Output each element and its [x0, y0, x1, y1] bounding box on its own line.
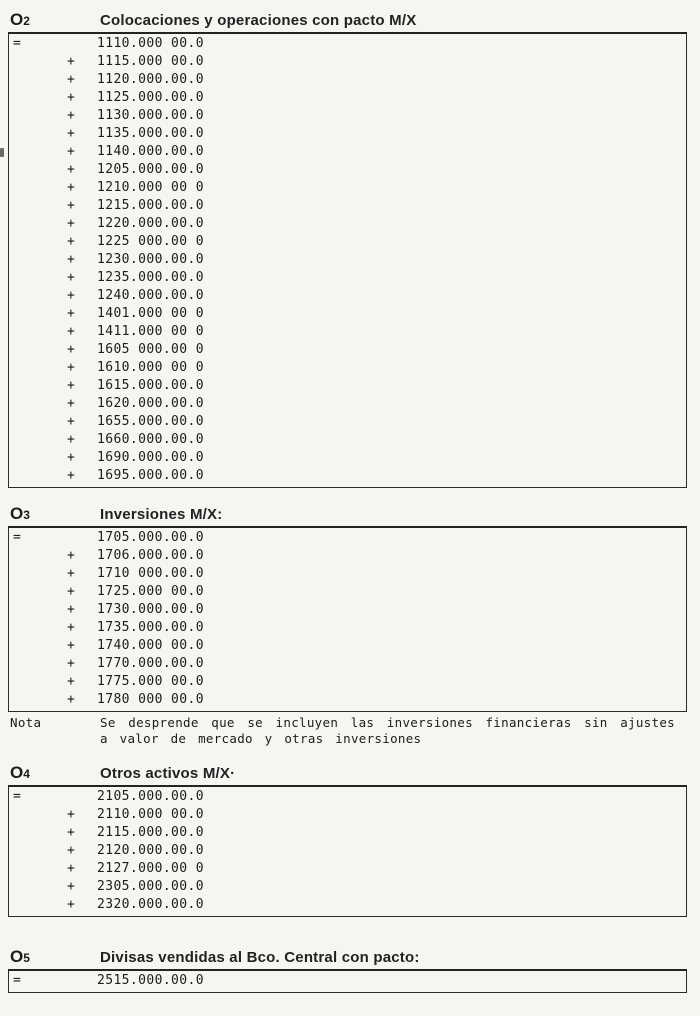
plus-operator: +: [67, 306, 76, 321]
plus-operator: +: [67, 861, 76, 876]
formula-row: [9, 788, 686, 806]
formula-row: [9, 413, 686, 431]
section-title: Divisas vendidas al Bco. Central con pacto:: [100, 949, 420, 966]
section-label: O3: [10, 504, 30, 523]
plus-operator: +: [67, 288, 76, 303]
account-code: 2305.000.00.0: [97, 879, 204, 894]
account-code: 1655.000.00.0: [97, 414, 204, 429]
account-code: 1401.000 00 0: [97, 306, 204, 321]
formula-row: [9, 89, 686, 107]
plus-operator: +: [67, 270, 76, 285]
plus-operator: +: [67, 414, 76, 429]
account-code: 1240.000.00.0: [97, 288, 204, 303]
plus-operator: +: [67, 620, 76, 635]
formula-row: [9, 673, 686, 691]
note-text: Se desprende que se incluyen las inversiones financieras sin ajustes a valor de mercado y otras inversiones: [100, 715, 675, 746]
account-code: 1215.000.00.0: [97, 198, 204, 213]
section-title: Colocaciones y operaciones con pacto M/X: [100, 12, 417, 29]
plus-operator: +: [67, 126, 76, 141]
account-code: 1615.000.00.0: [97, 378, 204, 393]
formula-row: [9, 197, 686, 215]
section-o4: [8, 763, 687, 917]
sections-container: [8, 10, 687, 993]
account-code: 1110.000 00.0: [97, 36, 204, 51]
section-note: [8, 715, 687, 747]
account-code: 1140.000.00.0: [97, 144, 204, 159]
formula-row: [9, 233, 686, 251]
account-code: 1125.000.00.0: [97, 90, 204, 105]
formula-row: [9, 601, 686, 619]
formula-row: [9, 878, 686, 896]
formula-box: [8, 787, 687, 917]
plus-operator: +: [67, 602, 76, 617]
note-label: Nota: [10, 715, 42, 730]
section-label: O4: [10, 763, 30, 782]
account-code: 1230.000.00.0: [97, 252, 204, 267]
section-label: O5: [10, 947, 30, 966]
plus-operator: +: [67, 180, 76, 195]
formula-row: [9, 341, 686, 359]
plus-operator: +: [67, 144, 76, 159]
equals-operator: =: [13, 530, 22, 545]
account-code: 1740.000 00.0: [97, 638, 204, 653]
section-header: [8, 504, 687, 528]
formula-row: [9, 467, 686, 485]
formula-row: [9, 449, 686, 467]
formula-row: [9, 35, 686, 53]
formula-row: [9, 215, 686, 233]
account-code: 2120.000.00.0: [97, 843, 204, 858]
section-label: O2: [10, 10, 30, 29]
formula-row: [9, 972, 686, 990]
formula-row: [9, 269, 686, 287]
plus-operator: +: [67, 72, 76, 87]
formula-row: [9, 565, 686, 583]
formula-row: [9, 842, 686, 860]
plus-operator: +: [67, 360, 76, 375]
account-code: 1775.000 00.0: [97, 674, 204, 689]
account-code: 2320.000.00.0: [97, 897, 204, 912]
equals-operator: =: [13, 36, 22, 51]
section-header: [8, 10, 687, 34]
account-code: 1620.000.00.0: [97, 396, 204, 411]
formula-box: [8, 528, 687, 712]
formula-row: [9, 125, 686, 143]
plus-operator: +: [67, 252, 76, 267]
account-code: 2105.000.00.0: [97, 789, 204, 804]
equals-operator: =: [13, 789, 22, 804]
scan-artifact: [0, 148, 4, 157]
formula-row: [9, 691, 686, 709]
formula-row: [9, 806, 686, 824]
formula-row: [9, 860, 686, 878]
plus-operator: +: [67, 396, 76, 411]
formula-row: [9, 359, 686, 377]
section-header: [8, 763, 687, 787]
plus-operator: +: [67, 108, 76, 123]
plus-operator: +: [67, 198, 76, 213]
account-code: 1130.000.00.0: [97, 108, 204, 123]
account-code: 1706.000.00.0: [97, 548, 204, 563]
formula-box: [8, 34, 687, 488]
formula-row: [9, 71, 686, 89]
plus-operator: +: [67, 90, 76, 105]
account-code: 1225 000.00 0: [97, 234, 204, 249]
section-header: [8, 947, 687, 971]
plus-operator: +: [67, 674, 76, 689]
account-code: 1690.000.00.0: [97, 450, 204, 465]
plus-operator: +: [67, 825, 76, 840]
account-code: 1220.000.00.0: [97, 216, 204, 231]
plus-operator: +: [67, 162, 76, 177]
formula-row: [9, 655, 686, 673]
formula-row: [9, 179, 686, 197]
plus-operator: +: [67, 378, 76, 393]
formula-row: [9, 583, 686, 601]
plus-operator: +: [67, 692, 76, 707]
account-code: 1120.000.00.0: [97, 72, 204, 87]
formula-row: [9, 53, 686, 71]
formula-row: [9, 161, 686, 179]
account-code: 2115.000.00.0: [97, 825, 204, 840]
equals-operator: =: [13, 973, 22, 988]
section-o3: [8, 504, 687, 747]
formula-row: [9, 395, 686, 413]
formula-row: [9, 824, 686, 842]
account-code: 1205.000.00.0: [97, 162, 204, 177]
plus-operator: +: [67, 342, 76, 357]
account-code: 1660.000.00.0: [97, 432, 204, 447]
formula-box: [8, 971, 687, 993]
account-code: 2127.000.00 0: [97, 861, 204, 876]
formula-row: [9, 251, 686, 269]
section-title: Inversiones M/X:: [100, 506, 223, 523]
formula-row: [9, 323, 686, 341]
plus-operator: +: [67, 566, 76, 581]
account-code: 1710 000.00.0: [97, 566, 204, 581]
plus-operator: +: [67, 468, 76, 483]
plus-operator: +: [67, 216, 76, 231]
account-code: 1210.000 00 0: [97, 180, 204, 195]
account-code: 1735.000.00.0: [97, 620, 204, 635]
plus-operator: +: [67, 843, 76, 858]
plus-operator: +: [67, 638, 76, 653]
account-code: 1605 000.00 0: [97, 342, 204, 357]
account-code: 1695.000.00.0: [97, 468, 204, 483]
plus-operator: +: [67, 450, 76, 465]
section-o2: [8, 10, 687, 488]
plus-operator: +: [67, 54, 76, 69]
plus-operator: +: [67, 584, 76, 599]
formula-row: [9, 431, 686, 449]
formula-row: [9, 637, 686, 655]
plus-operator: +: [67, 656, 76, 671]
formula-row: [9, 619, 686, 637]
plus-operator: +: [67, 234, 76, 249]
formula-row: [9, 547, 686, 565]
account-code: 1135.000.00.0: [97, 126, 204, 141]
account-code: 1235.000.00.0: [97, 270, 204, 285]
plus-operator: +: [67, 897, 76, 912]
account-code: 2110.000 00.0: [97, 807, 204, 822]
formula-row: [9, 287, 686, 305]
plus-operator: +: [67, 432, 76, 447]
plus-operator: +: [67, 548, 76, 563]
account-code: 1730.000.00.0: [97, 602, 204, 617]
formula-row: [9, 107, 686, 125]
formula-row: [9, 377, 686, 395]
formula-row: [9, 143, 686, 161]
account-code: 1725.000 00.0: [97, 584, 204, 599]
account-code: 2515.000.00.0: [97, 973, 204, 988]
plus-operator: +: [67, 807, 76, 822]
account-code: 1780 000 00.0: [97, 692, 204, 707]
formula-row: [9, 529, 686, 547]
formula-row: [9, 305, 686, 323]
account-code: 1115.000 00.0: [97, 54, 204, 69]
section-title: Otros activos M/X·: [100, 765, 236, 782]
account-code: 1705.000.00.0: [97, 530, 204, 545]
section-o5: [8, 947, 687, 993]
account-code: 1770.000.00.0: [97, 656, 204, 671]
plus-operator: +: [67, 324, 76, 339]
account-code: 1411.000 00 0: [97, 324, 204, 339]
formula-row: [9, 896, 686, 914]
plus-operator: +: [67, 879, 76, 894]
account-code: 1610.000 00 0: [97, 360, 204, 375]
